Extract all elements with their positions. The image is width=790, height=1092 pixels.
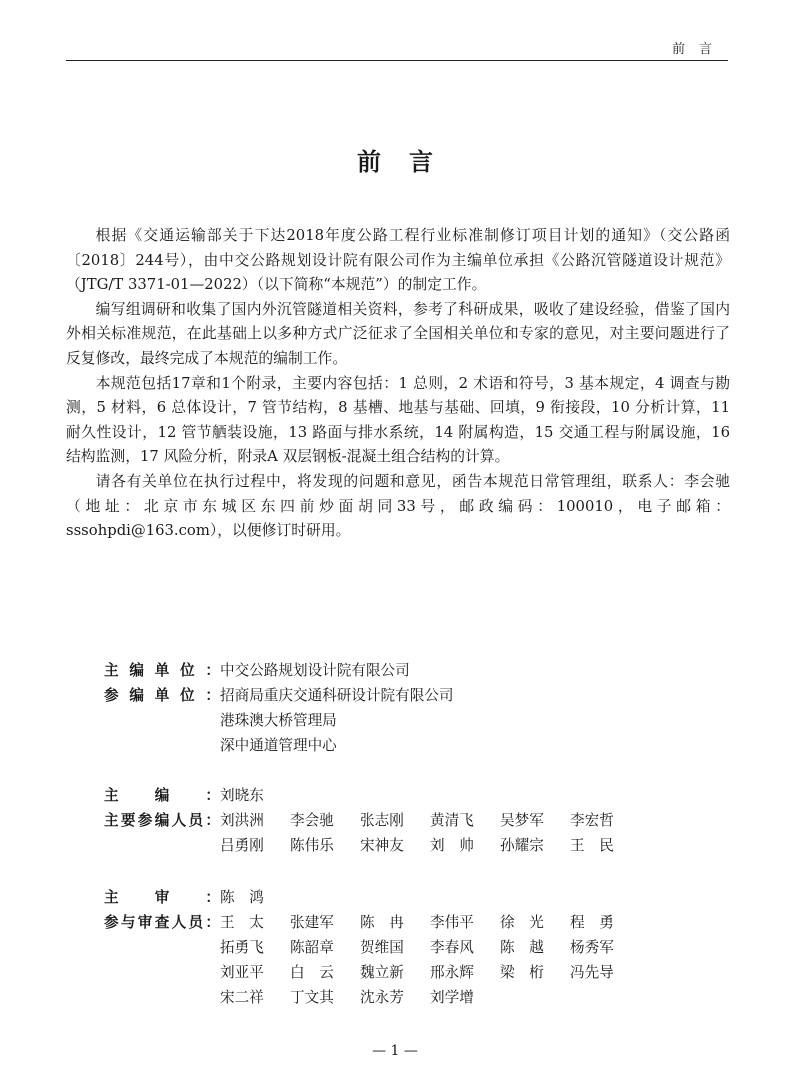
person-name: 陈伟乐: [290, 837, 334, 854]
main-participants-row: [104, 808, 744, 858]
person-name: 徐 光: [500, 914, 544, 931]
person-name: 白 云: [290, 964, 334, 981]
person-name: 程 勇: [570, 914, 614, 931]
person-name: 冯先导: [570, 964, 614, 981]
person-name: 刘学增: [430, 989, 474, 1006]
person-name: 刘洪洲: [220, 812, 264, 829]
person-name: 宋二祥: [220, 989, 264, 1006]
person-name: 拓勇飞: [220, 939, 264, 956]
participating-units-row: [104, 683, 744, 758]
chief-unit-name: 中交公路规划设计院有限公司: [220, 662, 410, 679]
main-participants-names: [220, 808, 640, 858]
reviewers-label: 参与审查人员：: [104, 914, 220, 931]
person-name: 李会驰: [290, 812, 334, 829]
paragraph: 请各有关单位在执行过程中，将发现的问题和意见，函告本规范日常管理组，联系人：李会驰（地址：北京市东城区东四前炒面胡同33号，邮政编码：100010，电子邮箱：sssohpdi@163.com），以便修订时研用。: [66, 472, 730, 540]
chief-editor-row: [104, 783, 744, 808]
person-name: 李宏哲: [570, 812, 614, 829]
person-name: 黄清飞: [430, 812, 474, 829]
person-name: 吕勇刚: [220, 837, 264, 854]
chief-editor-label: 主编：: [104, 787, 220, 804]
participating-unit-name: 招商局重庆交通科研设计院有限公司: [220, 687, 454, 704]
chief-reviewer-label: 主审：: [104, 889, 220, 906]
chief-unit-row: [104, 658, 744, 683]
page-title: 前言: [357, 148, 461, 176]
paragraph: 编写组调研和收集了国内外沉管隧道相关资料，参考了科研成果，吸收了建设经验，借鉴了国内外相关标准规范，在此基础上以多种方式广泛征求了全国相关单位和专家的意见，对主要问题进行了反复修改，最终完成了本规范的编制工作。: [66, 300, 730, 367]
chief-unit-label: 主编单位：: [104, 662, 220, 679]
person-name: 丁文其: [290, 989, 334, 1006]
participating-unit-name: 深中通道管理中心: [220, 737, 337, 754]
header-rule: [66, 60, 728, 61]
person-name: 王 民: [570, 837, 614, 854]
person-name: 陈 鸿: [220, 889, 264, 906]
paragraph: 本规范包括17章和1个附录，主要内容包括：1 总则，2 术语和符号，3 基本规定，4 调查与勘测，5 材料，6 总体设计，7 管节结构，8 基槽、地基与基础、回填，9 衔接段，10 分析计算，11 耐久性设计，12 管节舾装设施，13 路面与排水系统，14 附属构造，15 交通工程与附属设施，16 结构监测，17 风险分析，附录A 双层钢板-混凝土组合结构的计算。: [66, 374, 730, 466]
person-name: 贺维国: [360, 939, 404, 956]
participating-units-label: 参编单位：: [104, 687, 220, 704]
person-name: 魏立新: [360, 964, 404, 981]
person-name: 刘 帅: [430, 837, 474, 854]
main-participants-label: 主要参编人员：: [104, 812, 220, 829]
person-name: 刘亚平: [220, 964, 264, 981]
person-name: 刘晓东: [220, 787, 264, 804]
person-name: 张建军: [290, 914, 334, 931]
person-name: 宋神友: [360, 837, 404, 854]
person-name: 沈永芳: [360, 989, 404, 1006]
participating-unit-name: 港珠澳大桥管理局: [220, 712, 337, 729]
person-name: 梁 桁: [500, 964, 544, 981]
person-name: 吴梦军: [500, 812, 544, 829]
chief-reviewer-row: [104, 885, 744, 910]
person-name: 李春风: [430, 939, 474, 956]
credits-block: [104, 658, 744, 1010]
foreword-body: [66, 224, 730, 544]
reviewers-row: [104, 910, 744, 1010]
person-name: 李伟平: [430, 914, 474, 931]
person-name: 孙耀宗: [500, 837, 544, 854]
person-name: 陈韶章: [290, 939, 334, 956]
person-name: 邢永辉: [430, 964, 474, 981]
page-number: — 1 —: [372, 1043, 418, 1059]
person-name: 王 太: [220, 914, 264, 931]
reviewers-names: [220, 910, 640, 1010]
paragraph: 根据《交通运输部关于下达2018年度公路工程行业标准制修订项目计划的通知》（交公路函〔2018〕244号），由中交公路规划设计院有限公司作为主编单位承担《公路沉管隧道设计规范》（JTG/T 3371-01—2022）（以下简称“本规范”）的制定工作。: [66, 227, 730, 294]
person-name: 陈 冉: [360, 914, 404, 931]
person-name: 杨秀军: [570, 939, 614, 956]
person-name: 张志刚: [360, 812, 404, 829]
running-header: 前言: [671, 42, 726, 57]
person-name: 陈 越: [500, 939, 544, 956]
